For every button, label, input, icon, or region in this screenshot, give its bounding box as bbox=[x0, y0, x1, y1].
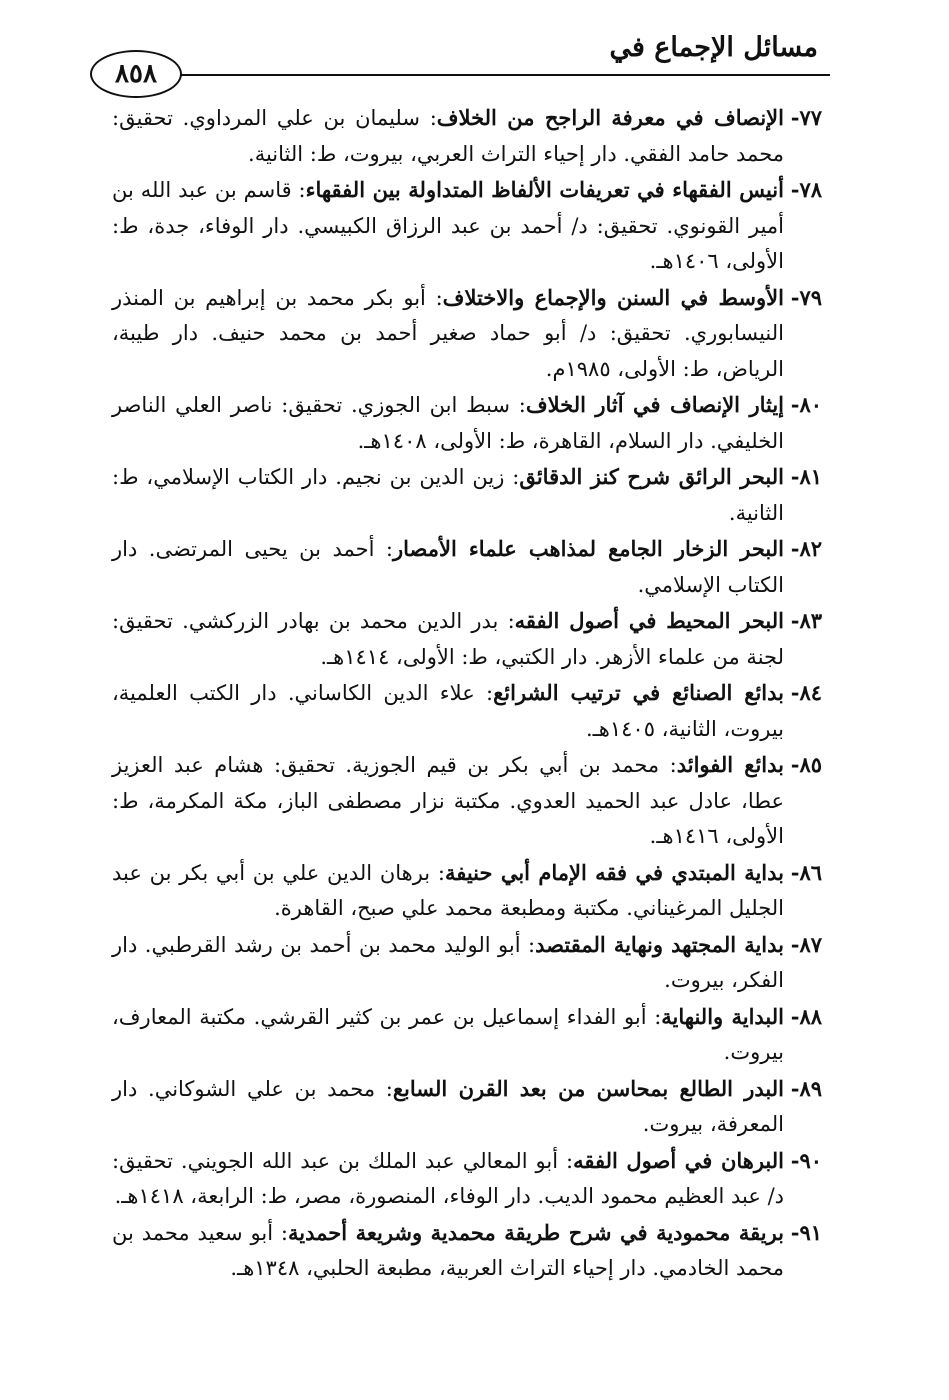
entry-details: : قاسم بن عبد الله بن أمير القونوي. تحقيق: د/ أحمد بن عبد الرزاق الكبيسي. دار الوفاء، جدة، ط: الأولى، ١٤٠٦هـ. bbox=[112, 178, 784, 273]
entry-number: ٩٠- bbox=[790, 1147, 822, 1173]
bibliography-entry bbox=[112, 1143, 822, 1215]
entry-details: : سليمان بن علي المرداوي. تحقيق: محمد حامد الفقي. دار إحياء التراث العربي، بيروت، ط: الثانية. bbox=[112, 106, 784, 166]
entry-details: : محمد بن أبي بكر بن قيم الجوزية. تحقيق: هشام عبد العزيز عطا، عادل عبد الحميد العدوي. مكتبة نزار مصطفى الباز، مكة المكرمة، ط: الأولى، ١٤١٦هـ. bbox=[112, 753, 784, 848]
entry-details: : زين الدين بن نجيم. دار الكتاب الإسلامي، ط: الثانية. bbox=[112, 465, 784, 525]
entry-title: البحر الرائق شرح كنز الدقائق bbox=[519, 464, 784, 489]
bibliography-entry bbox=[112, 603, 822, 675]
bibliography-entry bbox=[112, 531, 822, 603]
entry-number: ٨٦- bbox=[790, 859, 822, 885]
entry-number: ٨٤- bbox=[790, 680, 822, 705]
entry-details: : أبو الفداء إسماعيل بن عمر بن كثير القرشي. مكتبة المعارف، بيروت. bbox=[112, 1004, 784, 1064]
bibliography-entry bbox=[112, 459, 822, 531]
page-number: ٨٥٨ bbox=[90, 50, 182, 98]
entry-number: ٨٩- bbox=[790, 1075, 822, 1101]
entry-number: ٧٧- bbox=[790, 105, 822, 130]
entry-number: ٨١- bbox=[790, 464, 822, 489]
bibliography-entry bbox=[112, 387, 822, 459]
entry-number: ٨٠- bbox=[790, 392, 822, 417]
entry-title: البداية والنهاية bbox=[661, 1003, 784, 1029]
entry-details: : أبو بكر محمد بن إبراهيم بن المنذر النيسابوري. تحقيق: د/ أبو حماد صغير أحمد بن محمد حنيف. دار طيبة، الرياض، ط: الأولى، ١٩٨٥م. bbox=[112, 285, 784, 381]
page-header bbox=[90, 30, 830, 92]
bibliography-entry bbox=[112, 747, 822, 855]
bibliography-entry bbox=[112, 927, 822, 999]
entry-number: ٧٩- bbox=[790, 284, 822, 310]
entry-title: البدر الطالع بمحاسن من بعد القرن السابع bbox=[392, 1075, 784, 1101]
entry-number: ٨٧- bbox=[790, 931, 822, 957]
entry-title: بداية المجتهد ونهاية المقتصد bbox=[535, 931, 784, 957]
entry-details: : أبو المعالي عبد الملك بن عبد الله الجويني. تحقيق: د/ عبد العظيم محمود الديب. دار الوفاء، المنصورة، مصر، ط: الرابعة، ١٤١٨هـ. bbox=[112, 1148, 784, 1208]
entry-title: بدائع الصنائع في ترتيب الشرائع bbox=[493, 680, 784, 705]
entry-details: : علاء الدين الكاساني. دار الكتب العلمية، بيروت، الثانية، ١٤٠٥هـ. bbox=[112, 681, 784, 741]
bibliography-entry bbox=[112, 100, 822, 172]
bibliography-list bbox=[112, 100, 822, 1287]
entry-details: : أحمد بن يحيى المرتضى. دار الكتاب الإسلامي. bbox=[112, 537, 784, 597]
entry-title: البحر المحيط في أصول الفقه bbox=[514, 608, 784, 633]
entry-title: الأوسط في السنن والإجماع والاختلاف bbox=[442, 284, 784, 310]
entry-title: بدائع الفوائد bbox=[676, 752, 784, 777]
entry-details: : سبط ابن الجوزي. تحقيق: ناصر العلي الناصر الخليفي. دار السلام، القاهرة، ط: الأولى، ١٤٠٨هـ. bbox=[112, 393, 784, 453]
bibliography-entry bbox=[112, 172, 822, 280]
entry-details: : بدر الدين محمد بن بهادر الزركشي. تحقيق: لجنة من علماء الأزهر. دار الكتبي، ط: الأولى، ١٤١٤هـ. bbox=[112, 609, 784, 669]
entry-number: ٧٨- bbox=[790, 177, 822, 202]
entry-title: بريقة محمودية في شرح طريقة محمدية وشريعة أحمدية bbox=[288, 1219, 784, 1245]
bibliography-entry bbox=[112, 855, 822, 927]
entry-title: البرهان في أصول الفقه bbox=[573, 1147, 784, 1173]
entry-title: أنيس الفقهاء في تعريفات الألفاظ المتداولة بين الفقهاء bbox=[305, 177, 784, 202]
entry-details: : أبو سعيد محمد بن محمد الخادمي. دار إحياء التراث العربية، مطبعة الحلبي، ١٣٤٨هـ. bbox=[112, 1220, 784, 1280]
entry-number: ٨٣- bbox=[790, 608, 822, 633]
entry-number: ٨٨- bbox=[790, 1003, 822, 1029]
bibliography-entry bbox=[112, 1215, 822, 1287]
entry-number: ٩١- bbox=[790, 1219, 822, 1245]
entry-details: : أبو الوليد محمد بن أحمد بن رشد القرطبي. دار الفكر، بيروت. bbox=[112, 932, 784, 992]
entry-number: ٨٥- bbox=[790, 752, 822, 777]
entry-title: الإنصاف في معرفة الراجح من الخلاف bbox=[436, 105, 784, 130]
entry-details: : برهان الدين علي بن أبي بكر بن عبد الجليل المرغيناني. مكتبة ومطبعة محمد علي صبح، القاهرة. bbox=[112, 860, 784, 920]
entry-title: إيثار الإنصاف في آثار الخلاف bbox=[525, 392, 785, 417]
entry-details: : محمد بن علي الشوكاني. دار المعرفة، بيروت. bbox=[112, 1076, 784, 1136]
entry-title: بداية المبتدي في فقه الإمام أبي حنيفة bbox=[444, 859, 785, 885]
bibliography-entry bbox=[112, 1071, 822, 1143]
bibliography-entry bbox=[112, 675, 822, 747]
entry-number: ٨٢- bbox=[790, 536, 822, 561]
bibliography-entry bbox=[112, 999, 822, 1071]
bibliography-entry bbox=[112, 280, 822, 388]
header-rule bbox=[100, 74, 830, 76]
entry-title: البحر الزخار الجامع لمذاهب علماء الأمصار bbox=[393, 536, 784, 561]
running-title: مسائل الإجماع في bbox=[609, 32, 818, 63]
